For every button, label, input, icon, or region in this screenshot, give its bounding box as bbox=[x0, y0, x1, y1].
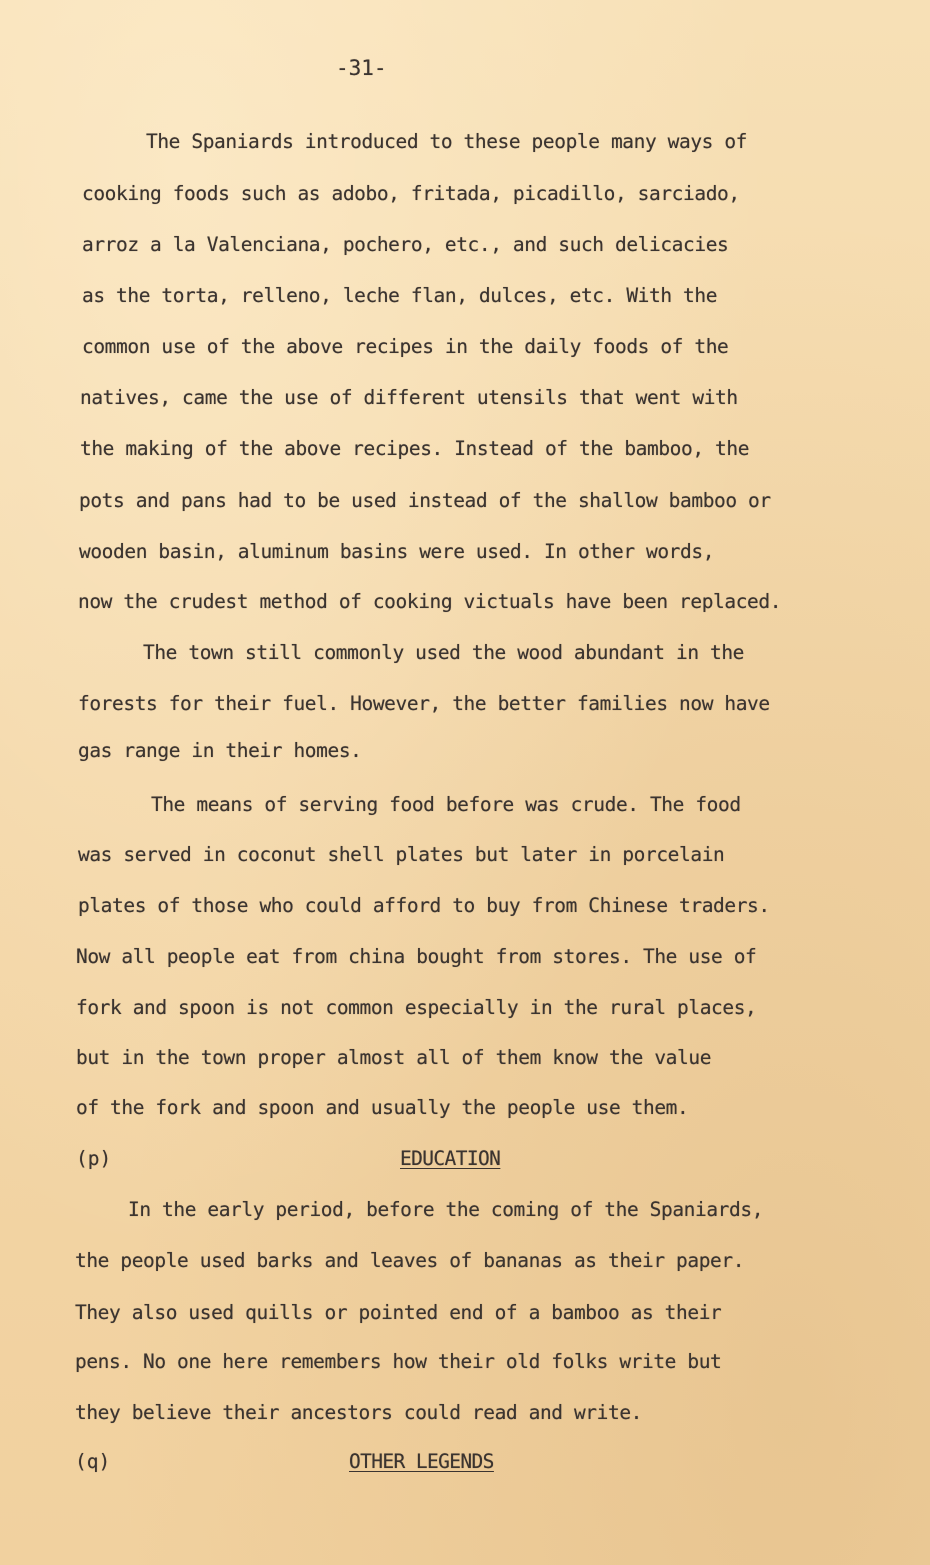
paragraph-line: plates of those who could afford to buy from Chinese traders. bbox=[78, 894, 770, 917]
paragraph-line: they believe their ancestors could read and write. bbox=[75, 1401, 642, 1424]
paragraph-line: pens. No one here remembers how their old folks write but bbox=[75, 1350, 722, 1373]
paragraph-line: The town still commonly used the wood abundant in the bbox=[143, 641, 745, 664]
paragraph-line: wooden basin, aluminum basins were used. In other words, bbox=[79, 540, 715, 563]
paragraph-line: natives, came the use of different utensils that went with bbox=[80, 386, 738, 409]
paragraph-line: cooking foods such as adobo, fritada, picadillo, sarciado, bbox=[82, 182, 740, 205]
paragraph-line: but in the town proper almost all of them know the value bbox=[76, 1046, 712, 1069]
section-heading-education: EDUCATION bbox=[400, 1147, 501, 1170]
paragraph-line: was served in coconut shell plates but later in porcelain bbox=[78, 843, 725, 866]
section-heading-other-legends: OTHER LEGENDS bbox=[349, 1450, 494, 1473]
paragraph-line: the people used barks and leaves of bananas as their paper. bbox=[75, 1249, 745, 1272]
paragraph-line: the making of the above recipes. Instead of the bamboo, the bbox=[80, 437, 750, 460]
paragraph-line: The Spaniards introduced to these people many ways of bbox=[146, 130, 748, 153]
paragraph-line: Now all people eat from china bought from stores. The use of bbox=[76, 945, 757, 968]
paragraph-line: common use of the above recipes in the daily foods of the bbox=[82, 335, 729, 358]
paragraph-line: gas range in their homes. bbox=[78, 739, 362, 762]
paragraph-line: They also used quills or pointed end of a bamboo as their bbox=[75, 1301, 722, 1324]
paragraph-line: The means of serving food before was crude. The food bbox=[151, 793, 741, 816]
paragraph-line: as the torta, relleno, leche flan, dulces, etc. With the bbox=[82, 284, 718, 307]
section-label: (q) bbox=[75, 1450, 111, 1473]
paragraph-line: fork and spoon is not common especially in the rural places, bbox=[76, 996, 757, 1019]
paragraph-line: In the early period, before the coming of the Spaniards, bbox=[128, 1198, 764, 1221]
paragraph-line: pots and pans had to be used instead of the shallow bamboo or bbox=[79, 489, 771, 512]
paragraph-line: forests for their fuel. However, the better families now have bbox=[78, 692, 770, 715]
paragraph-line: arroz a la Valenciana, pochero, etc., and such delicacies bbox=[82, 233, 729, 256]
paragraph-line: now the crudest method of cooking victuals have been replaced. bbox=[78, 590, 782, 613]
section-label: (p) bbox=[76, 1147, 112, 1170]
paragraph-line: of the fork and spoon and usually the people use them. bbox=[76, 1096, 689, 1119]
page-number: -31- bbox=[336, 56, 387, 80]
